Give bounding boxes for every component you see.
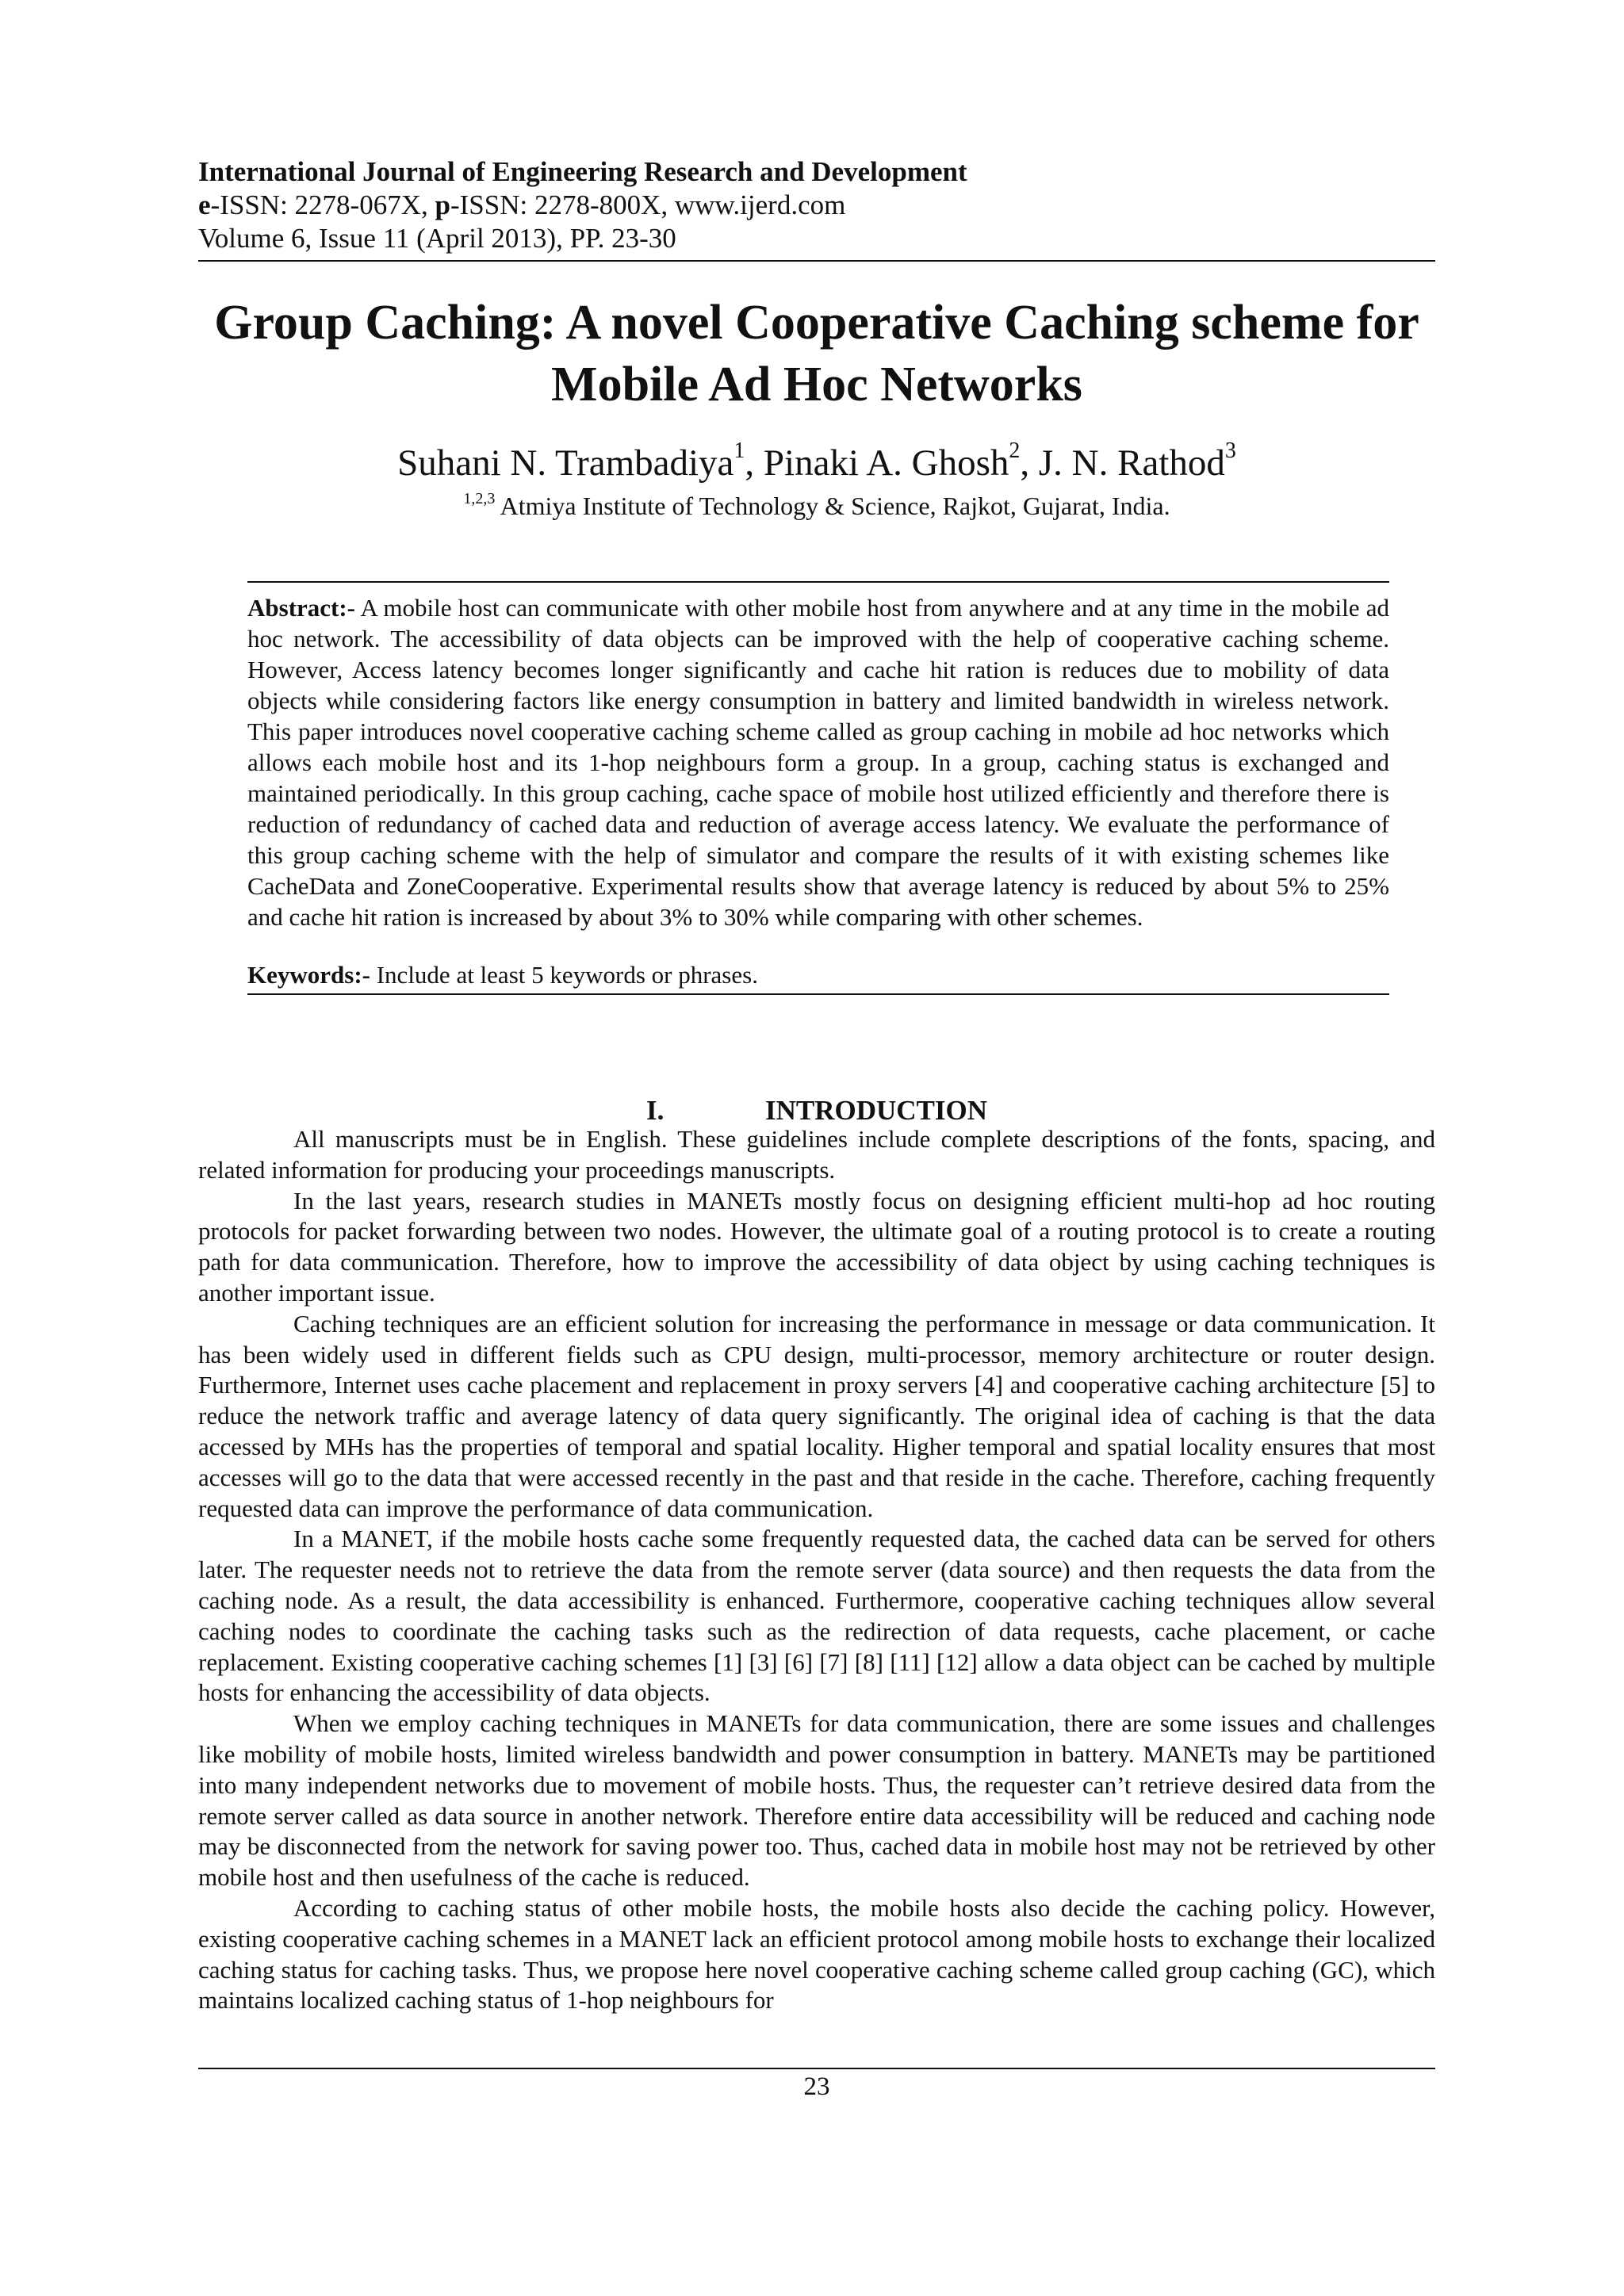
paper-title [159,292,1475,415]
journal-name: International Journal of Engineering Research and Development [198,156,967,187]
body-paragraph: Caching techniques are an efficient solution for increasing the performance in message or data communication. It has been widely used in different fields such as CPU design, multi-processor, memory architecture or router design. Furthermore, Internet uses cache placement and replacement in proxy servers [4] and cooperative caching architecture [5] to reduce the network traffic and average latency of data query significantly. The original idea of caching is that the data accessed by MHs has the properties of temporal and spatial locality. Higher temporal and spatial locality ensures that most accesses will go to the data that were accessed recently in the past and that reside in the cache. Therefore, caching frequently requested data can improve the performance of data communication. [198,1309,1435,1522]
body-paragraph: In a MANET, if the mobile hosts cache some frequently requested data, the cached data can be served for others later. The requester needs not to retrieve the data from the remote server (data source) and then requests the data from the caching node. As a result, the data accessibility is enhanced. Furthermore, cooperative caching techniques allow several caching nodes to coordinate the caching tasks such as the redirection of data requests, cache placement, or cache replacement. Existing cooperative caching schemes [1] [3] [6] [7] [8] [11] [12] allow a data object can be cached by multiple hosts for enhancing the accessibility of data objects. [198,1525,1435,1707]
author-list [159,438,1475,485]
page-number: 23 [803,2072,830,2101]
author-affil-mark: 1 [733,438,745,463]
keywords-line [247,959,1389,990]
affiliation [159,490,1475,522]
abstract-top-rule [247,581,1389,583]
body-text [198,1124,1435,2016]
author-separator: , [1020,442,1039,484]
issn-line [198,189,1435,222]
body-paragraph: According to caching status of other mobile hosts, the mobile hosts also decide the caching policy. However, existing cooperative caching schemes in a MANET lack an efficient protocol among mobile hosts to exchange their localized caching status for caching tasks. Thus, we propose here novel cooperative caching scheme called group caching (GC), which maintains localized caching status of 1-hop neighbours for [198,1893,1435,2015]
issn-e-prefix: e [198,189,211,220]
issn-e-text: -ISSN: 2278-067X, [210,189,435,220]
footer-rule [198,2068,1435,2069]
section-heading [198,1094,1435,1127]
body-paragraph: In the last years, research studies in MANETs mostly focus on designing efficient multi-hop ad hoc routing protocols for packet forwarding between two nodes. However, the ultimate goal of a routing protocol is to create a routing path for data communication. Therefore, how to improve the accessibility of data object by using caching techniques is another important issue. [198,1186,1435,1307]
author-name: Suhani N. Trambadiya [397,442,734,484]
title-line-1: Group Caching: A novel Cooperative Caching scheme for [214,296,1419,350]
abstract-body: A mobile host can communicate with other mobile host from anywhere and at any time in the mobile ad hoc network. The accessibility of data objects can be improved with the help of cooperative caching scheme. However, Access latency becomes longer significantly and cache hit ration is reduces due to mobility of data objects while considering factors like energy consumption in battery and limited bandwidth in wireless network. This paper introduces novel cooperative caching scheme called as group caching in mobile ad hoc networks which allows each mobile host and its 1-hop neighbours form a group. In a group, caching status is exchanged and maintained periodically. In this group caching, cache space of mobile host utilized efficiently and therefore there is reduction of redundancy of cached data and reduction of average access latency. We evaluate the performance of this group caching scheme with the help of simulator and compare the results of it with existing schemes like CacheData and ZoneCooperative. Experimental results show that average latency is reduced by about 5% to 25% and cache hit ration is increased by about 3% to 30% while comparing with other schemes. [247,594,1389,931]
affiliation-mark: 1,2,3 [463,490,496,507]
author-affil-mark: 2 [1009,438,1021,463]
section-number: I. [645,1095,665,1126]
keywords-text: Include at least 5 keywords or phrases. [370,961,758,989]
abstract-paragraph [247,592,1389,932]
author-separator: , [745,442,764,484]
author-name: Pinaki A. Ghosh [763,442,1009,484]
header-rule [198,260,1435,262]
keywords-label: Keywords:- [247,961,370,989]
section-title: INTRODUCTION [764,1095,988,1126]
abstract-label: Abstract:- [247,594,356,622]
issn-p-prefix: p [435,189,450,220]
author-name: J. N. Rathod [1038,442,1225,484]
body-paragraph: When we employ caching techniques in MANETs for data communication, there are some issues and challenges like mobility of mobile hosts, limited wireless bandwidth and power consumption in battery. MANETs may be partitioned into many independent networks due to movement of mobile hosts. Thus, the requester can’t retrieve desired data from the remote server called as data source in another network. Therefore entire data accessibility will be reduced and caching node may be disconnected from the network for saving power too. Thus, cached data in mobile host may not be retrieved by other mobile host and then usefulness of the cache is reduced. [198,1709,1435,1892]
affiliation-text: Atmiya Institute of Technology & Science, Rajkot, Gujarat, India. [495,492,1170,520]
journal-header [198,155,1435,262]
volume-line: Volume 6, Issue 11 (April 2013), PP. 23-30 [198,223,676,254]
author-affil-mark: 3 [1224,438,1236,463]
abstract-section [247,581,1389,995]
body-paragraph: All manuscripts must be in English. These guidelines include complete descriptions of the fonts, spacing, and related information for producing your proceedings manuscripts. [198,1125,1435,1184]
title-line-2: Mobile Ad Hoc Networks [551,358,1082,411]
issn-p-text: -ISSN: 2278-800X, www.ijerd.com [450,189,846,220]
abstract-bottom-rule [247,993,1389,995]
